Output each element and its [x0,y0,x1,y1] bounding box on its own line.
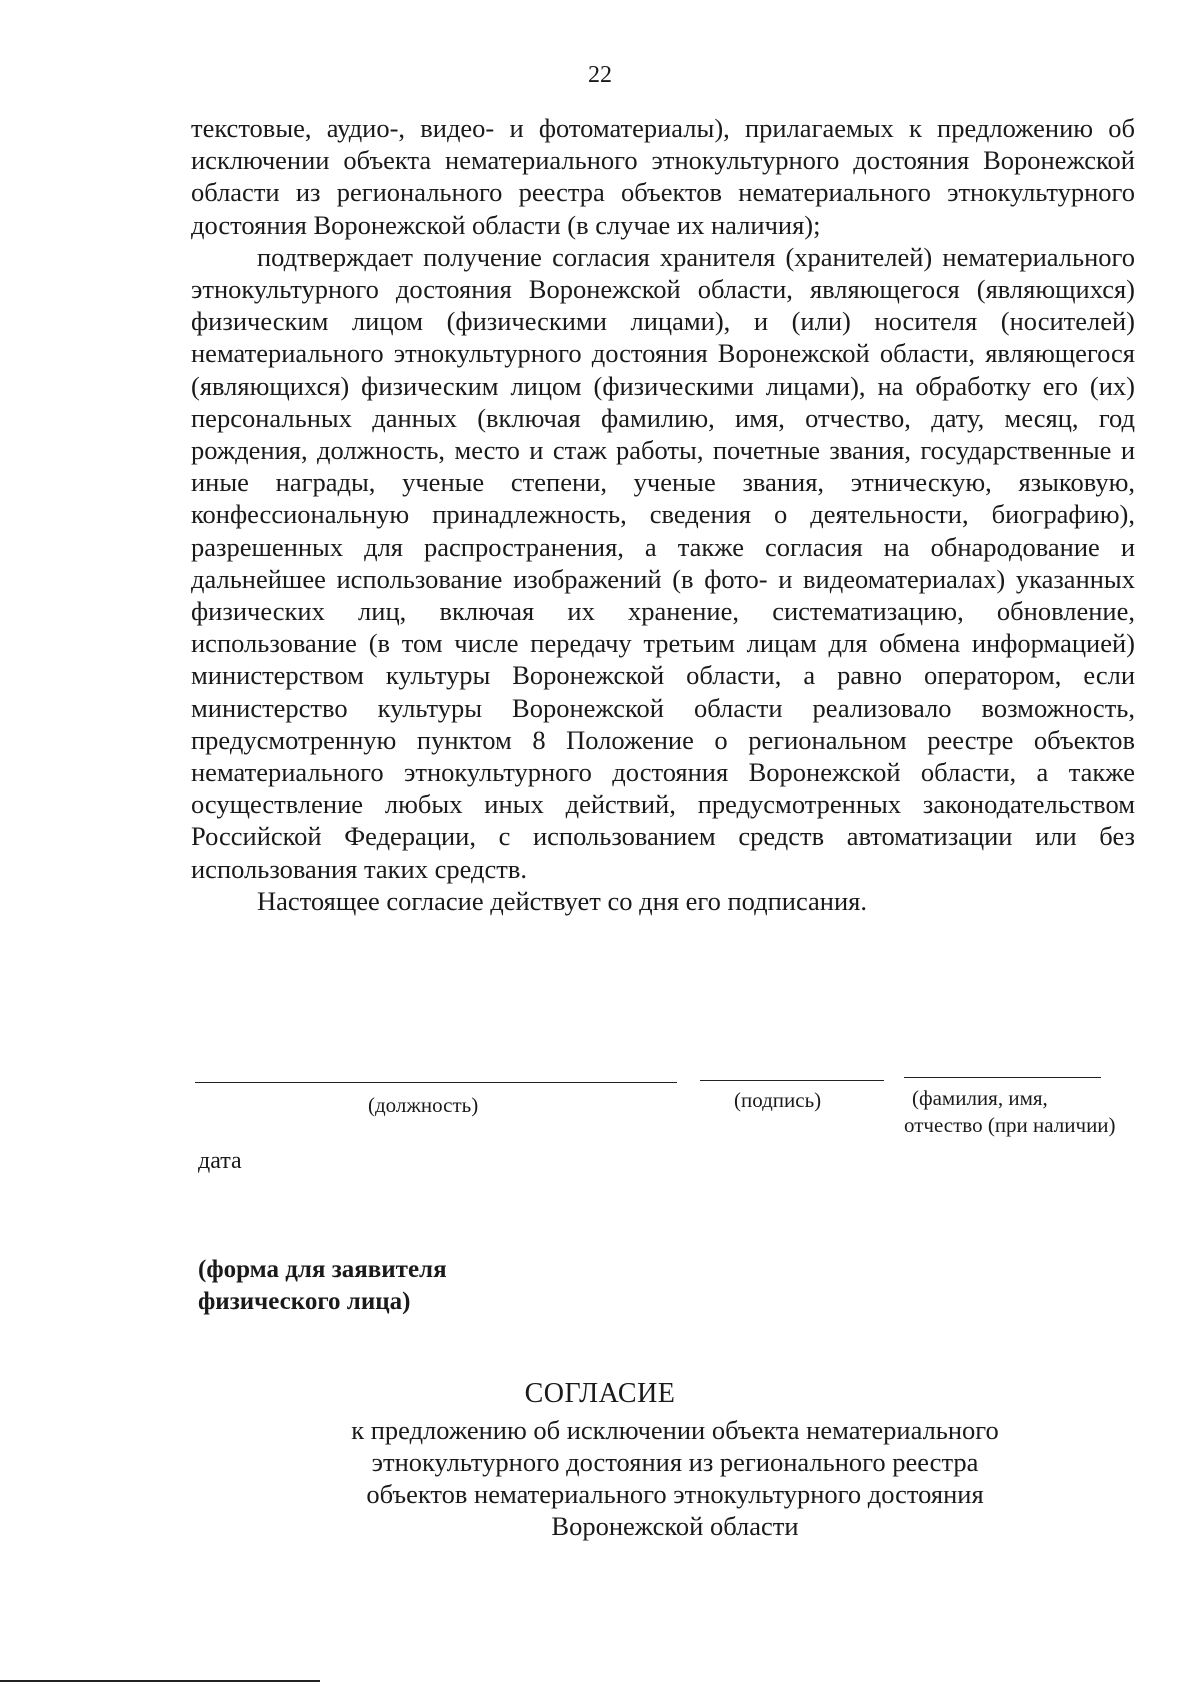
date-label: дата [198,1148,242,1174]
signature-label: (подпись) [734,1088,822,1112]
consent-title: СОГЛАСИЕ [524,1378,676,1409]
consent-subtitle-line: Воронежской области [551,1511,799,1541]
form-note-line1: (форма для заявителя [198,1256,447,1283]
name-signature-line [904,1077,1101,1078]
paragraph-confirms-consent: подтверждает получение согласия хранителя (хранителей) нематериального этнокультурного достояния Воронежской области, являющегося (являющихся) физическим лицом (физическими лицами), и (или) носителя (носителей) нематериального этнокультурного достояния Воронежской области, являющегося (являющихся) физическим лицом (физическими лицами), на обработку его (их) персональных данных (включая фамилию, имя, отчество, дату, месяц, год рождения, должность, место и стаж работы, почетные звания, государственные и иные награды, ученые степени, ученые звания, этническую, языковую, конфессиональную принадлежность, сведения о деятельности, биографию), разрешенных для распространения, а также согласия на обнародование и дальнейшее использование изображений (в фото- и видеоматериалах) указанных физических лиц, включая их хранение, систематизацию, обновление, использование (в том числе передачу третьим лицам для обмена информацией) министерством культуры Воронежской области, а равно оператором, если министерство культуры Воронежской области реализовало возможность, предусмотренную пунктом 8 Положение о региональном реестре объектов нематериального этнокультурного достояния Воронежской области, а также осуществление любых иных действий, предусмотренных законодательством Российской Федерации, с использованием средств автоматизации или без использования таких средств. [191,241,1135,884]
name-label-line2: отчество (при наличии) [904,1113,1116,1137]
footer-line [0,1680,320,1682]
form-note [198,1254,447,1318]
name-label-line1: (фамилия, имя, [912,1086,1048,1110]
consent-subtitle-line: к предложению об исключении объекта нематериального [351,1415,999,1445]
signature-line [700,1080,884,1081]
consent-subtitle-line: объектов нематериального этнокультурного достояния [366,1479,984,1509]
page-number: 22 [588,62,612,88]
body-text [191,112,1135,917]
paragraph-materials: текстовые, аудио-, видео- и фотоматериалы), прилагаемых к предложению об исключении объекта нематериального этнокультурного достояния Воронежской области из регионального реестра объектов нематериального этнокультурного достояния Воронежской области (в случае их наличия); [191,113,1135,240]
position-signature-line [195,1082,677,1083]
position-label: (должность) [368,1093,479,1117]
consent-subtitle-line: этнокультурного достояния из регионального реестра [371,1447,979,1477]
form-note-line2: физического лица) [198,1288,411,1315]
paragraph-validity: Настоящее согласие действует со дня его подписания. [257,885,867,916]
consent-subtitle [270,1414,1080,1542]
